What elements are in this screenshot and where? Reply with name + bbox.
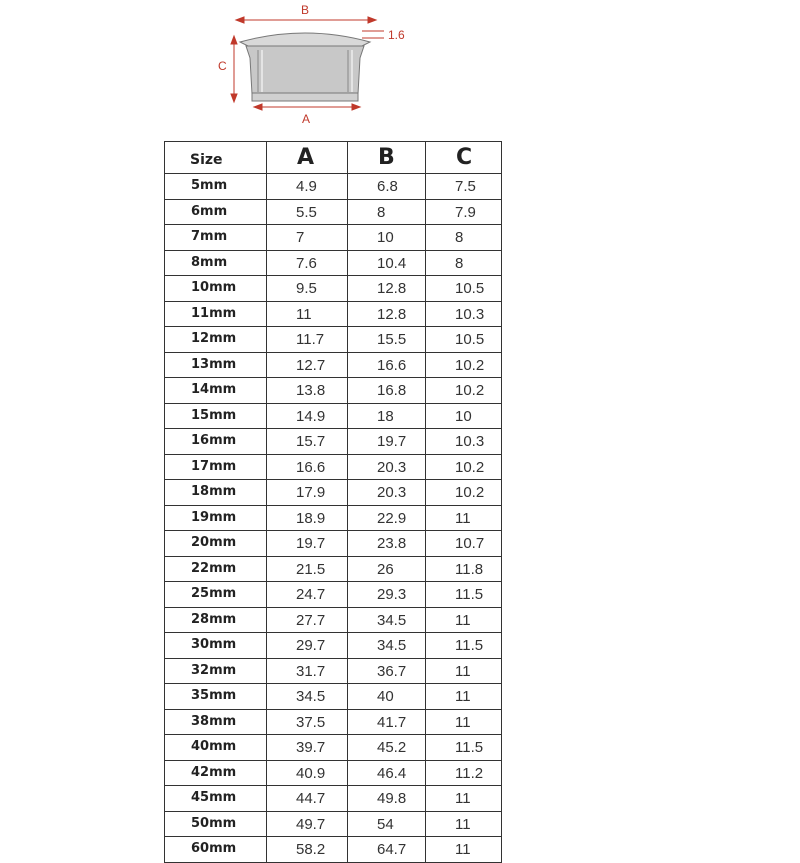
- c-value-cell: 11: [426, 709, 502, 735]
- table-row: [165, 633, 502, 659]
- b-value-cell: 46.4: [348, 760, 426, 786]
- header-a: A: [267, 142, 348, 174]
- b-value-cell: 16.8: [348, 378, 426, 404]
- b-value-cell: 10: [348, 225, 426, 251]
- b-value-cell: 20.3: [348, 480, 426, 506]
- size-cell: 45mm: [165, 786, 267, 812]
- table-row: [165, 378, 502, 404]
- a-value-cell: 16.6: [267, 454, 348, 480]
- a-value-cell: 19.7: [267, 531, 348, 557]
- c-value-cell: 11.8: [426, 556, 502, 582]
- b-value-cell: 8: [348, 199, 426, 225]
- b-value-cell: 29.3: [348, 582, 426, 608]
- a-value-cell: 18.9: [267, 505, 348, 531]
- c-value-cell: 10.7: [426, 531, 502, 557]
- c-value-cell: 11: [426, 505, 502, 531]
- c-value-cell: 8: [426, 225, 502, 251]
- a-value-cell: 24.7: [267, 582, 348, 608]
- size-cell: 12mm: [165, 327, 267, 353]
- b-value-cell: 6.8: [348, 174, 426, 200]
- c-value-cell: 8: [426, 250, 502, 276]
- b-value-cell: 22.9: [348, 505, 426, 531]
- b-value-cell: 49.8: [348, 786, 426, 812]
- size-cell: 60mm: [165, 837, 267, 863]
- a-value-cell: 12.7: [267, 352, 348, 378]
- table-row: [165, 352, 502, 378]
- size-cell: 10mm: [165, 276, 267, 302]
- b-value-cell: 40: [348, 684, 426, 710]
- b-value-cell: 12.8: [348, 301, 426, 327]
- cap-shape: [240, 33, 370, 101]
- b-value-cell: 41.7: [348, 709, 426, 735]
- table-row: [165, 301, 502, 327]
- b-value-cell: 34.5: [348, 607, 426, 633]
- dimension-a-arrow: [254, 104, 360, 110]
- c-value-cell: 11: [426, 786, 502, 812]
- a-value-cell: 7.6: [267, 250, 348, 276]
- table-row: [165, 658, 502, 684]
- a-value-cell: 49.7: [267, 811, 348, 837]
- a-value-cell: 15.7: [267, 429, 348, 455]
- header-c: C: [426, 142, 502, 174]
- table-row: [165, 582, 502, 608]
- b-value-cell: 54: [348, 811, 426, 837]
- size-cell: 25mm: [165, 582, 267, 608]
- a-value-cell: 58.2: [267, 837, 348, 863]
- table-row: [165, 760, 502, 786]
- b-value-cell: 64.7: [348, 837, 426, 863]
- a-value-cell: 4.9: [267, 174, 348, 200]
- table-row: [165, 250, 502, 276]
- b-value-cell: 15.5: [348, 327, 426, 353]
- table-row: [165, 225, 502, 251]
- table-row: [165, 276, 502, 302]
- table-row: [165, 556, 502, 582]
- c-value-cell: 11.5: [426, 582, 502, 608]
- b-value-cell: 18: [348, 403, 426, 429]
- dimension-a-label: A: [302, 112, 311, 126]
- size-cell: 28mm: [165, 607, 267, 633]
- a-value-cell: 13.8: [267, 378, 348, 404]
- c-value-cell: 10.2: [426, 480, 502, 506]
- b-value-cell: 36.7: [348, 658, 426, 684]
- c-value-cell: 11.2: [426, 760, 502, 786]
- table-row: [165, 786, 502, 812]
- table-row: [165, 684, 502, 710]
- size-cell: 32mm: [165, 658, 267, 684]
- size-cell: 13mm: [165, 352, 267, 378]
- c-value-cell: 10.2: [426, 454, 502, 480]
- b-value-cell: 20.3: [348, 454, 426, 480]
- b-value-cell: 34.5: [348, 633, 426, 659]
- dimension-b-label: B: [301, 3, 310, 17]
- a-value-cell: 5.5: [267, 199, 348, 225]
- table-row: [165, 709, 502, 735]
- header-b: B: [348, 142, 426, 174]
- c-value-cell: 10.3: [426, 429, 502, 455]
- dimension-c-label: C: [218, 59, 227, 73]
- c-value-cell: 11: [426, 837, 502, 863]
- c-value-cell: 10.5: [426, 327, 502, 353]
- size-cell: 22mm: [165, 556, 267, 582]
- c-value-cell: 11: [426, 607, 502, 633]
- b-value-cell: 12.8: [348, 276, 426, 302]
- size-cell: 35mm: [165, 684, 267, 710]
- b-value-cell: 23.8: [348, 531, 426, 557]
- size-cell: 15mm: [165, 403, 267, 429]
- c-value-cell: 10.5: [426, 276, 502, 302]
- b-value-cell: 45.2: [348, 735, 426, 761]
- a-value-cell: 9.5: [267, 276, 348, 302]
- size-cell: 20mm: [165, 531, 267, 557]
- a-value-cell: 7: [267, 225, 348, 251]
- size-cell: 11mm: [165, 301, 267, 327]
- table-row: [165, 174, 502, 200]
- c-value-cell: 11: [426, 811, 502, 837]
- size-cell: 6mm: [165, 199, 267, 225]
- table-row: [165, 837, 502, 863]
- size-cell: 40mm: [165, 735, 267, 761]
- table-row: [165, 607, 502, 633]
- b-value-cell: 16.6: [348, 352, 426, 378]
- size-cell: 19mm: [165, 505, 267, 531]
- a-value-cell: 21.5: [267, 556, 348, 582]
- table-row: [165, 505, 502, 531]
- a-value-cell: 14.9: [267, 403, 348, 429]
- c-value-cell: 10.2: [426, 378, 502, 404]
- size-table: [164, 141, 502, 863]
- a-value-cell: 29.7: [267, 633, 348, 659]
- cap-dimension-diagram: [0, 0, 800, 135]
- a-value-cell: 27.7: [267, 607, 348, 633]
- c-value-cell: 7.5: [426, 174, 502, 200]
- table-row: [165, 531, 502, 557]
- c-value-cell: 7.9: [426, 199, 502, 225]
- size-cell: 38mm: [165, 709, 267, 735]
- size-cell: 7mm: [165, 225, 267, 251]
- a-value-cell: 37.5: [267, 709, 348, 735]
- a-value-cell: 34.5: [267, 684, 348, 710]
- size-cell: 14mm: [165, 378, 267, 404]
- size-cell: 17mm: [165, 454, 267, 480]
- table-row: [165, 327, 502, 353]
- b-value-cell: 10.4: [348, 250, 426, 276]
- c-value-cell: 10.2: [426, 352, 502, 378]
- table-row: [165, 454, 502, 480]
- table-row: [165, 429, 502, 455]
- header-size: Size: [165, 142, 267, 174]
- a-value-cell: 11: [267, 301, 348, 327]
- table-row: [165, 811, 502, 837]
- table-row: [165, 480, 502, 506]
- c-value-cell: 11.5: [426, 633, 502, 659]
- table-row: [165, 199, 502, 225]
- a-value-cell: 44.7: [267, 786, 348, 812]
- a-value-cell: 11.7: [267, 327, 348, 353]
- thickness-label: 1.6: [388, 28, 405, 42]
- table-header-row: [165, 142, 502, 174]
- size-cell: 30mm: [165, 633, 267, 659]
- c-value-cell: 11: [426, 658, 502, 684]
- thickness-indicator: [362, 31, 384, 38]
- table-body: [165, 174, 502, 863]
- c-value-cell: 10.3: [426, 301, 502, 327]
- table-row: [165, 403, 502, 429]
- c-value-cell: 10: [426, 403, 502, 429]
- size-cell: 8mm: [165, 250, 267, 276]
- dimension-b-arrow: [236, 17, 376, 23]
- c-value-cell: 11.5: [426, 735, 502, 761]
- size-cell: 16mm: [165, 429, 267, 455]
- a-value-cell: 17.9: [267, 480, 348, 506]
- size-cell: 5mm: [165, 174, 267, 200]
- a-value-cell: 40.9: [267, 760, 348, 786]
- b-value-cell: 26: [348, 556, 426, 582]
- a-value-cell: 39.7: [267, 735, 348, 761]
- a-value-cell: 31.7: [267, 658, 348, 684]
- size-cell: 50mm: [165, 811, 267, 837]
- size-cell: 18mm: [165, 480, 267, 506]
- size-cell: 42mm: [165, 760, 267, 786]
- b-value-cell: 19.7: [348, 429, 426, 455]
- dimension-c-arrow: [231, 36, 237, 102]
- table-row: [165, 735, 502, 761]
- c-value-cell: 11: [426, 684, 502, 710]
